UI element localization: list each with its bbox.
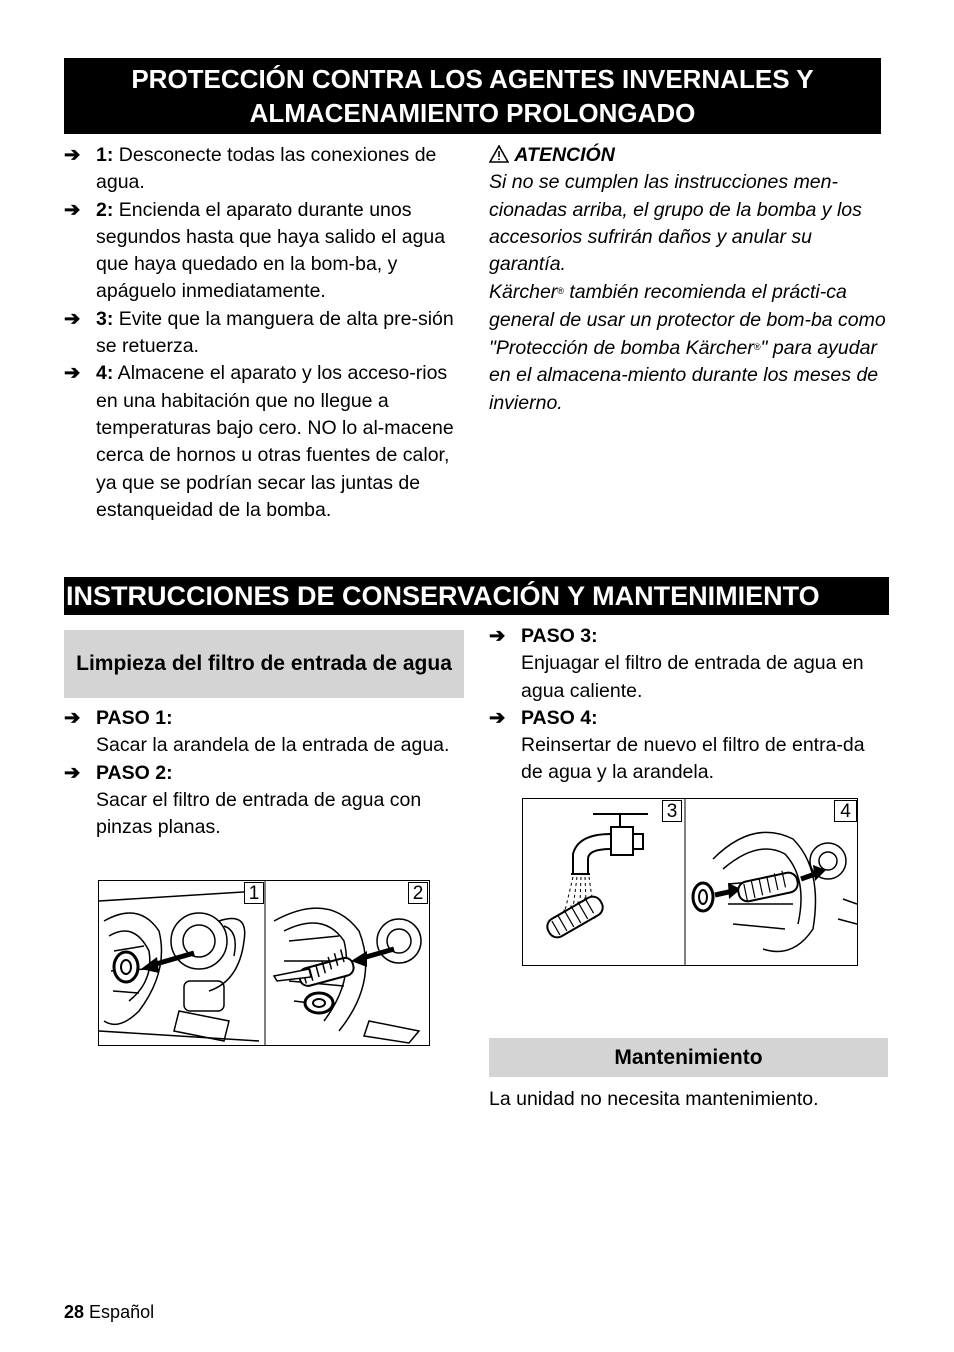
page-language: Español [89, 1302, 155, 1322]
page-number: 28 [64, 1302, 85, 1322]
registered-mark: ® [753, 342, 761, 353]
attention-label: ATENCIÓN [514, 144, 615, 166]
section-title-line2: ALMACENAMIENTO PROLONGADO [249, 98, 696, 128]
recommendation-text: también recomienda el prácti-ca general de usar un protector de bom-ba como "Protección de bomba Kärcher [489, 281, 886, 360]
warning-icon [489, 145, 509, 163]
list-item [64, 360, 464, 524]
brand-name: Kärcher [489, 281, 558, 304]
list-item [64, 705, 464, 760]
filter-removal-illustration [99, 881, 429, 1045]
step-text: Desconecte todas las conexiones de agua. [96, 144, 437, 194]
step-number: 2: [96, 198, 114, 221]
figure-steps-3-4 [522, 798, 858, 966]
filter-steps-right [489, 623, 891, 787]
filter-cleaning-heading: Limpieza del filtro de entrada de agua [64, 630, 464, 698]
figure-number: 3 [662, 800, 682, 822]
filter-steps-left [64, 705, 464, 841]
step-text: Enjuagar el filtro de entrada de agua en agua caliente. [521, 652, 864, 702]
step-text: Almacene el aparato y los acceso-rios en una habitación que no llegue a temperaturas bajo cero. NO lo al-macene cerca de hornos u otras fuentes de calor, ya que se podrían secar las juntas de estanqueidad de la bomba. [96, 362, 454, 521]
step-text: Sacar la arandela de la entrada de agua. [96, 734, 450, 757]
attention-box [489, 142, 891, 417]
step-number: 4: [96, 362, 114, 385]
arrow-right-icon: ➔ [64, 144, 81, 166]
list-item [64, 760, 464, 842]
figure-number: 2 [408, 882, 428, 904]
step-number: 3: [96, 307, 114, 330]
arrow-right-icon: ➔ [489, 706, 506, 729]
maintenance-text: La unidad no necesita mantenimiento. [489, 1088, 819, 1110]
step-text: Encienda el aparato durante unos segundos hasta que haya salido el agua que haya quedado en la bom-ba, y apáguelo inmediatamente. [96, 198, 446, 303]
attention-heading [489, 142, 891, 169]
list-item [489, 705, 891, 787]
list-item [489, 623, 891, 705]
step-text: Evite que la manguera de alta pre-sión se retuerza. [96, 307, 454, 358]
arrow-right-icon: ➔ [64, 707, 81, 729]
recommendation-text-end: " para ayudar en el almacena-miento durante los meses de invierno. [489, 337, 879, 414]
step-label: PASO 4: [521, 706, 598, 729]
registered-mark: ® [557, 286, 564, 297]
arrow-right-icon: ➔ [64, 198, 81, 221]
filter-rinse-reinsert-illustration [523, 799, 857, 965]
arrow-right-icon: ➔ [64, 761, 81, 784]
attention-recommendation [489, 278, 891, 416]
page-footer [64, 1302, 154, 1323]
figure-number: 4 [834, 800, 857, 822]
arrow-right-icon: ➔ [64, 362, 81, 385]
step-text: Reinsertar de nuevo el filtro de entra-da de agua y la arandela. [521, 734, 865, 784]
attention-text: Si no se cumplen las instrucciones men-cionadas arriba, el grupo de la bomba y los accesorios sufrirán daños y anular su garantía. [489, 171, 862, 276]
maintenance-heading: Mantenimiento [489, 1038, 888, 1077]
list-item [64, 142, 464, 197]
winter-steps-list [64, 142, 464, 524]
arrow-right-icon: ➔ [64, 307, 81, 330]
figure-steps-1-2 [98, 880, 430, 1046]
list-item [64, 197, 464, 306]
step-text: Sacar el filtro de entrada de agua con pinzas planas. [96, 788, 422, 839]
step-number: 1: [96, 144, 114, 166]
section-header-maintenance: INSTRUCCIONES DE CONSERVACIÓN Y MANTENIMIENTO [64, 577, 889, 615]
list-item [64, 306, 464, 361]
section-title-line1: PROTECCIÓN CONTRA LOS AGENTES INVERNALES Y [131, 64, 814, 94]
step-label: PASO 3: [521, 625, 598, 647]
step-label: PASO 2: [96, 761, 173, 784]
section-header-winter [64, 58, 881, 134]
step-label: PASO 1: [96, 707, 173, 729]
arrow-right-icon: ➔ [489, 625, 506, 647]
figure-number: 1 [244, 882, 264, 904]
